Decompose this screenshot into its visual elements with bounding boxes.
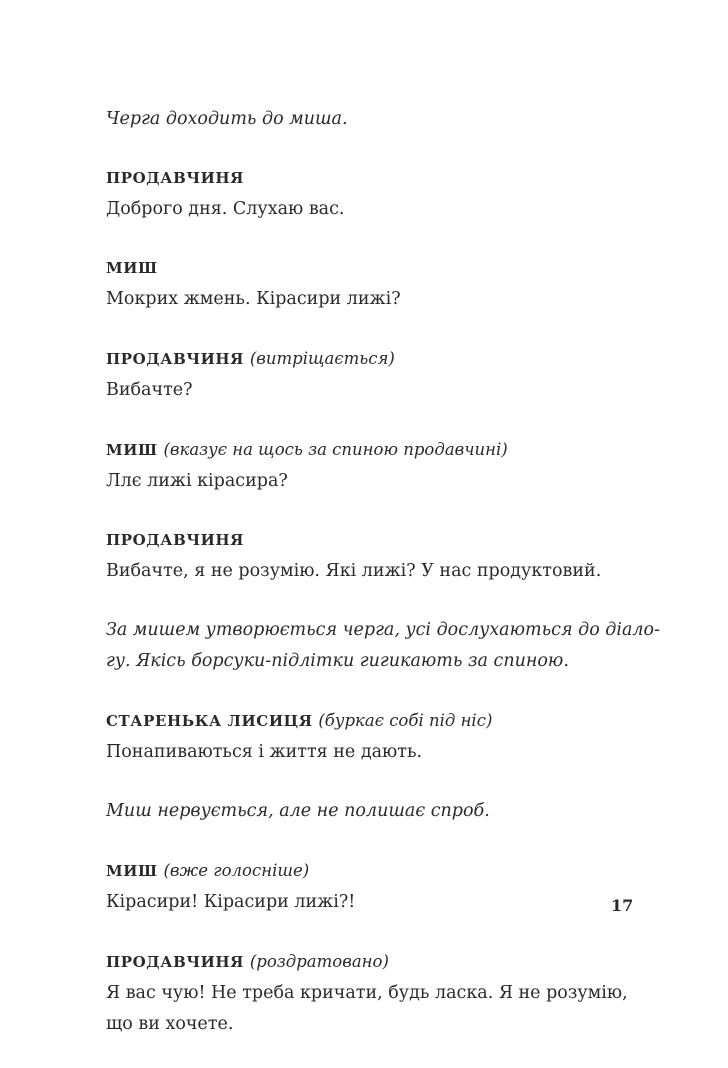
speaker-direction: (роздратовано)	[249, 952, 389, 971]
speaker-line	[106, 163, 606, 194]
stage-line: Черга доходить до миша.	[106, 109, 348, 129]
speaker-line	[106, 525, 606, 556]
speaker-line	[106, 343, 606, 375]
dialogue-block	[106, 343, 606, 406]
speaker-direction: (буркає собі під ніс)	[318, 711, 493, 730]
dialogue-block	[106, 163, 606, 225]
stage-line: гу. Якісь борсуки-підлітки гигикають за спиною.	[106, 651, 569, 671]
speaker-direction: (вже голосніше)	[163, 861, 310, 880]
stage-line: Миш нервується, але не полишає спроб.	[106, 801, 490, 821]
dialogue-line: Мокрих жмень. Кірасири лижі?	[106, 289, 401, 309]
dialogue-line: Вибачте?	[106, 380, 193, 400]
dialogue-block	[106, 705, 606, 768]
speaker-line	[106, 705, 606, 737]
speaker-line	[106, 253, 606, 284]
speaker-line	[106, 946, 606, 978]
speaker-name: ПРОДАВЧИНЯ	[106, 531, 245, 549]
stage-direction	[106, 615, 661, 677]
speaker-line	[106, 434, 606, 466]
speaker-name: МИШ	[106, 259, 158, 277]
dialogue-line: Ллє лижі кірасира?	[106, 471, 288, 491]
speaker-direction: (вказує на щось за спиною продавчині)	[163, 440, 508, 459]
speaker-line	[106, 855, 606, 887]
speaker-name: МИШ	[106, 441, 158, 459]
dialogue-line: Кірасири! Кірасири лижі?!	[106, 892, 356, 912]
page-number: 17	[611, 896, 634, 915]
speaker-direction: (витріщається)	[249, 349, 395, 368]
stage-direction	[106, 104, 606, 135]
speaker-name: ПРОДАВЧИНЯ	[106, 953, 245, 971]
dialogue-line: Вибачте, я не розумію. Які лижі? У нас продуктовий.	[106, 561, 602, 581]
dialogue-line: Доброго дня. Слухаю вас.	[106, 199, 345, 219]
stage-line: За мишем утворюється черга, усі дослухаються до діало-	[106, 620, 661, 640]
dialogue-block	[106, 946, 628, 1040]
speaker-name: МИШ	[106, 862, 158, 880]
speaker-name: ПРОДАВЧИНЯ	[106, 350, 245, 368]
dialogue-block	[106, 253, 606, 315]
stage-direction	[106, 796, 606, 827]
dialogue-block	[106, 525, 606, 587]
dialogue-line: що ви хочете.	[106, 1014, 234, 1034]
dialogue-line: Я вас чую! Не треба кричати, будь ласка. Я не розумію,	[106, 983, 628, 1003]
dialogue-block	[106, 434, 606, 497]
speaker-name: ПРОДАВЧИНЯ	[106, 169, 245, 187]
dialogue-block	[106, 855, 606, 918]
speaker-name: СТАРЕНЬКА ЛИСИЦЯ	[106, 712, 313, 730]
dialogue-line: Понапиваються і життя не дають.	[106, 742, 423, 762]
